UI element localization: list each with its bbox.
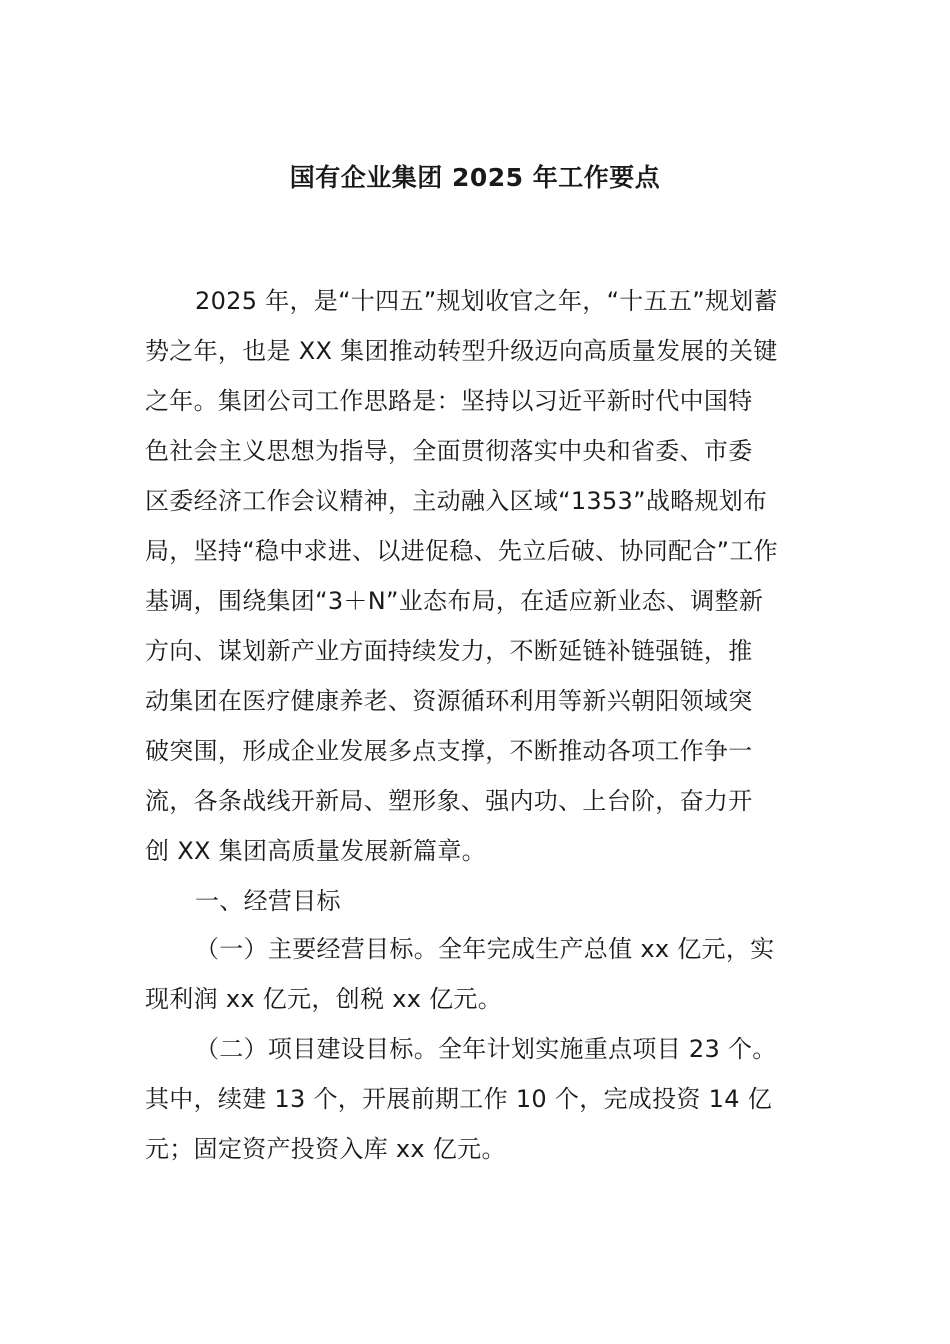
paragraph-line: 创 XX 集团高质量发展新篇章。 <box>145 837 486 865</box>
paragraph-line: 势之年，也是 XX 集团推动转型升级迈向高质量发展的关键 <box>145 337 778 365</box>
document-title: 国有企业集团 2025 年工作要点 <box>289 163 661 192</box>
paragraph-line: 基调，围绕集团“3＋N”业态布局，在适应新业态、调整新 <box>145 587 764 615</box>
paragraph-line: 之年。集团公司工作思路是：坚持以习近平新时代中国特 <box>145 387 753 415</box>
paragraph-line: （二）项目建设目标。全年计划实施重点项目 23 个。 <box>195 1035 777 1063</box>
paragraph-line: 现利润 xx 亿元，创税 xx 亿元。 <box>145 985 503 1013</box>
paragraph-line: 动集团在医疗健康养老、资源循环利用等新兴朝阳领域突 <box>145 687 753 715</box>
paragraph-line: 破突围，形成企业发展多点支撑，不断推动各项工作争一 <box>145 737 753 765</box>
paragraph-line: 2025 年，是“十四五”规划收官之年，“十五五”规划蓄 <box>195 287 778 315</box>
paragraph-line: 局，坚持“稳中求进、以进促稳、先立后破、协同配合”工作 <box>145 537 778 565</box>
section-heading: 一、经营目标 <box>195 887 341 915</box>
paragraph-line: 色社会主义思想为指导，全面贯彻落实中央和省委、市委 <box>145 437 753 465</box>
paragraph-line: 流，各条战线开新局、塑形象、强内功、上台阶，奋力开 <box>145 787 753 815</box>
paragraph-line: 其中，续建 13 个，开展前期工作 10 个，完成投资 14 亿 <box>145 1085 772 1113</box>
paragraph-line: （一）主要经营目标。全年完成生产总值 xx 亿元，实 <box>195 935 775 963</box>
paragraph-line: 方向、谋划新产业方面持续发力，不断延链补链强链，推 <box>145 637 753 665</box>
paragraph-line: 区委经济工作会议精神，主动融入区域“1353”战略规划布 <box>145 487 768 515</box>
paragraph-line: 元；固定资产投资入库 xx 亿元。 <box>145 1135 506 1163</box>
